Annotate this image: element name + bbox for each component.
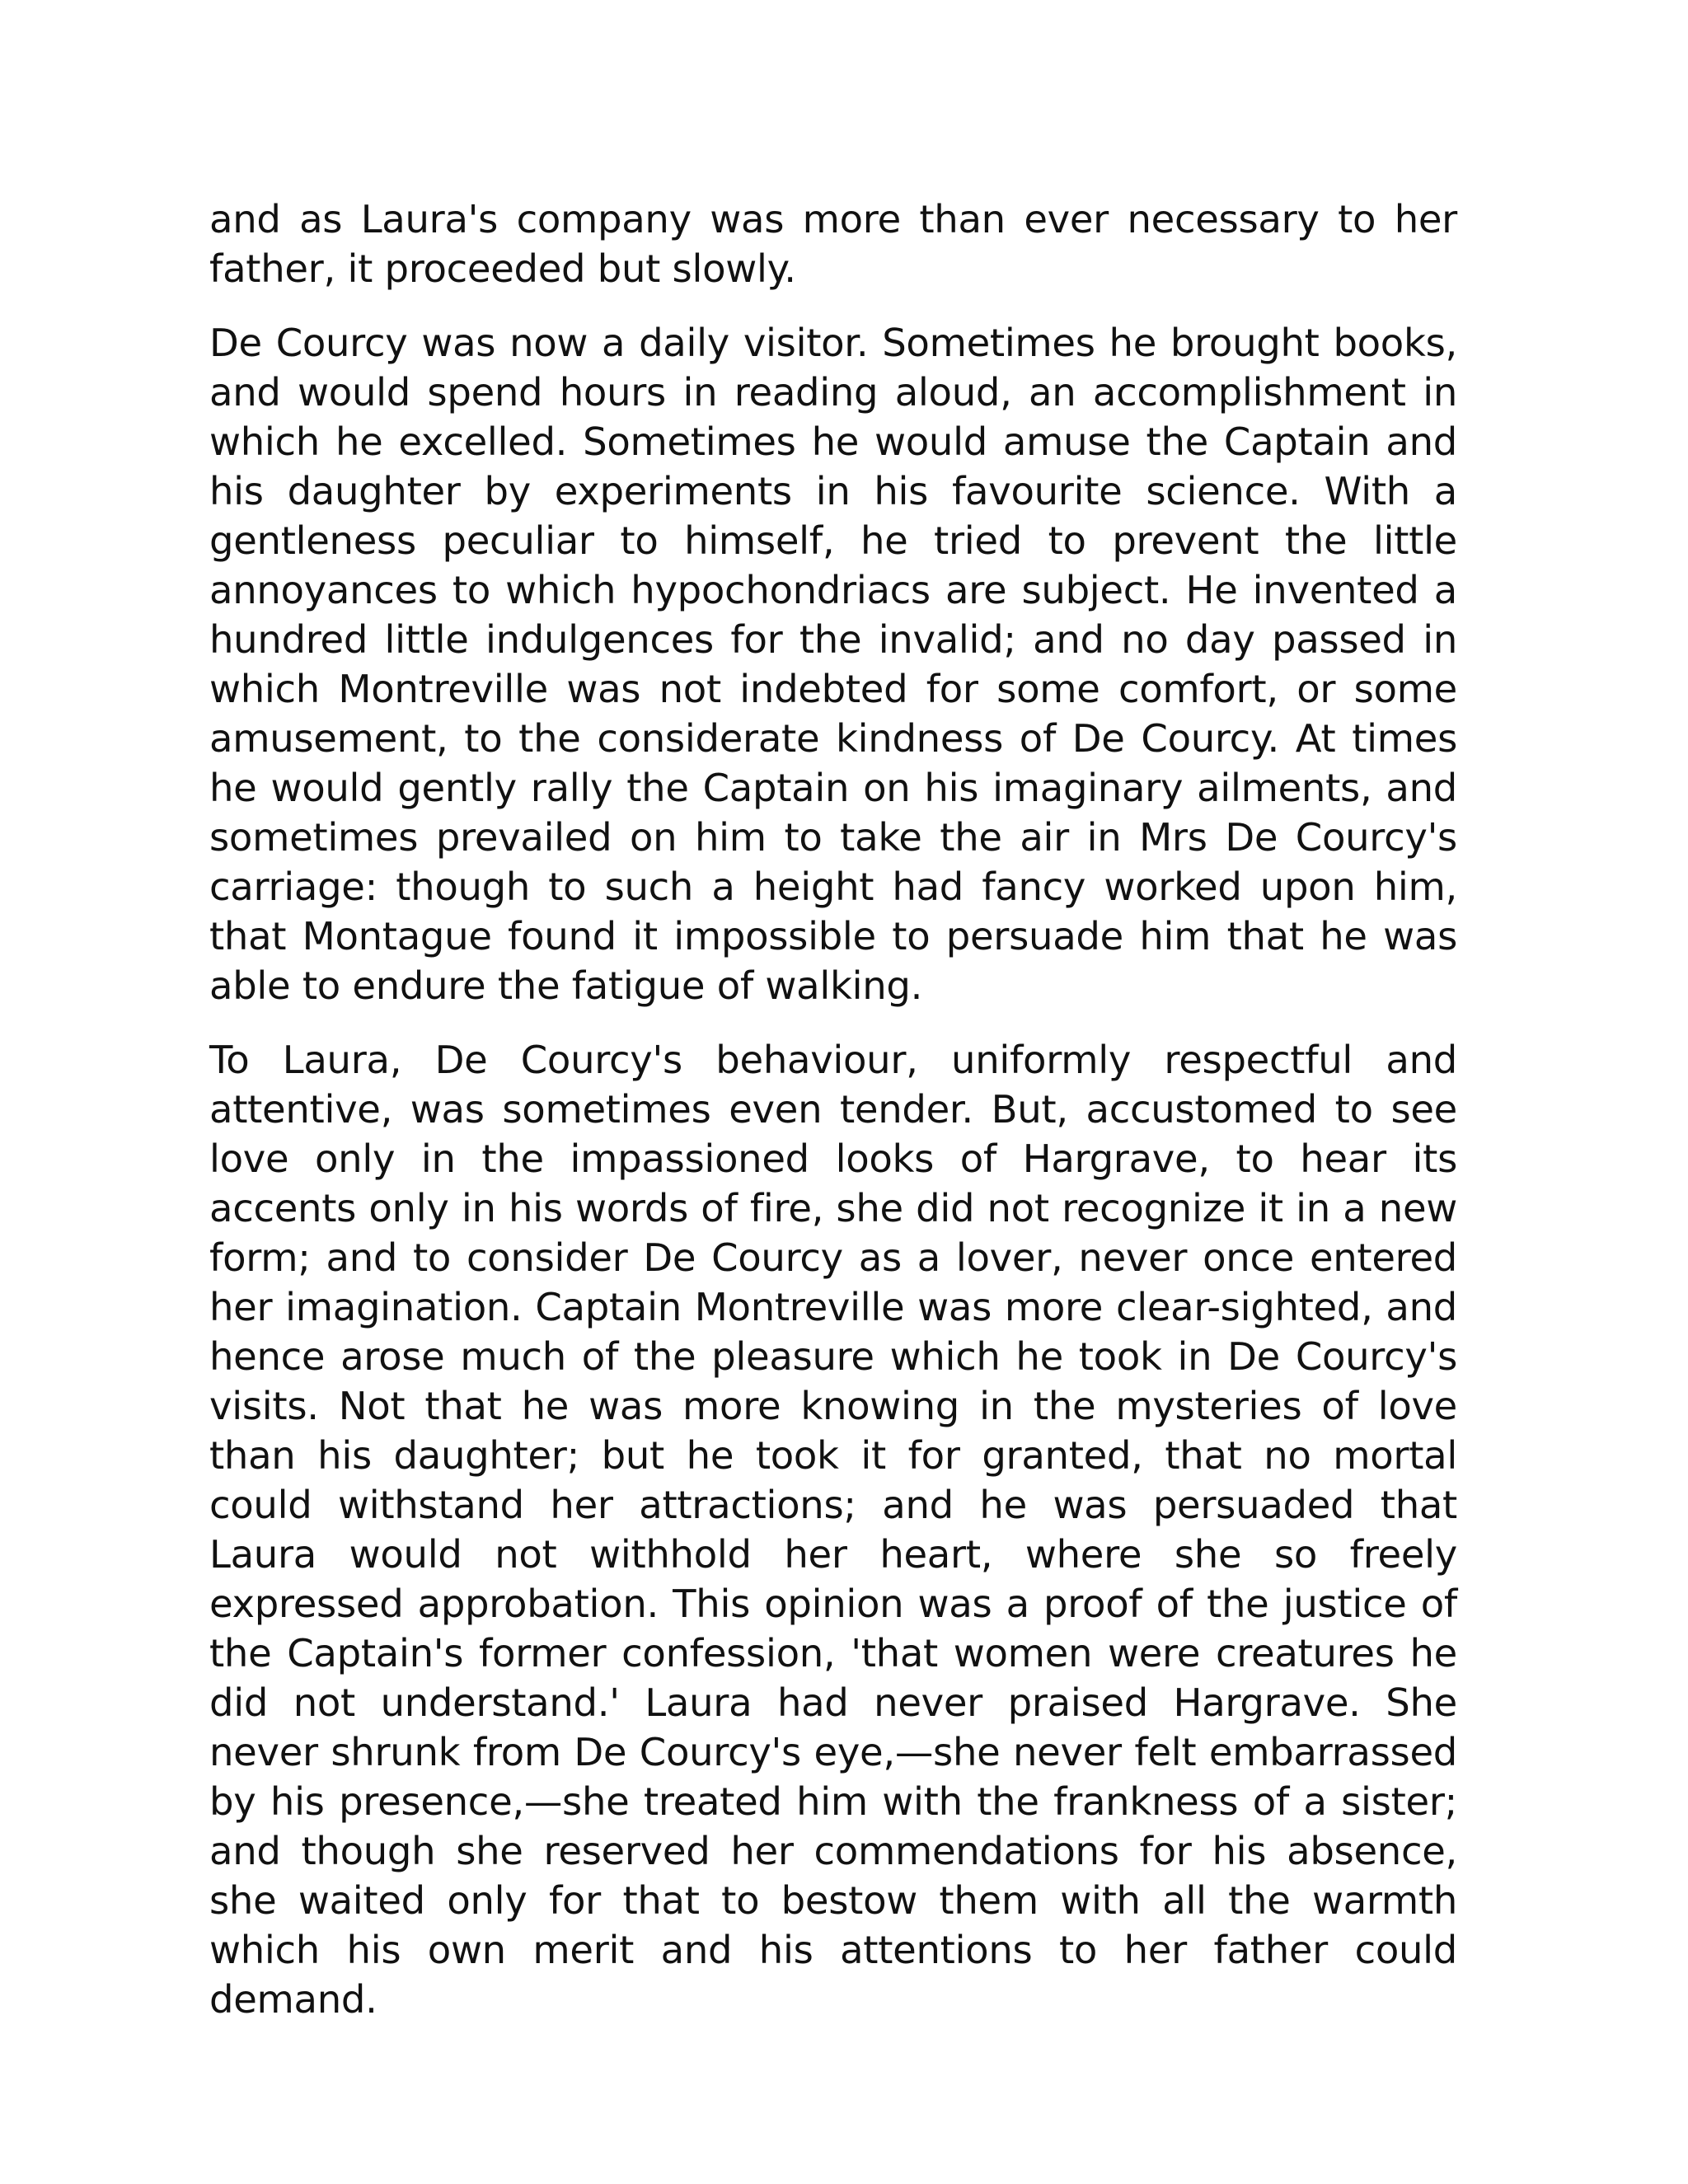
paragraph-de-courcy-visits: De Courcy was now a daily visitor. Sometimes he brought books, and would spend hours in reading aloud, an accomplishment in which he excelled. Sometimes he would amuse the Captain and his daughter by experiments in his favourite science. With a gentleness peculiar to himself, he tried to prevent the little annoyances to which hypochondriacs are subject. He invented a hundred little indulgences for the invalid; and no day passed in which Montreville was not indebted for some comfort, or some amusement, to the considerate kindness of De Courcy. At times he would gently rally the Captain on his imaginary ailments, and sometimes prevailed on him to take the air in Mrs De Courcy's carriage: though to such a height had fancy worked upon him, that Montague found it impossible to persuade him that he was able to endure the fatigue of walking. bbox=[209, 321, 1457, 1008]
paragraph-continuation: and as Laura's company was more than ever necessary to her father, it proceeded but slowly. bbox=[209, 197, 1457, 291]
page-body bbox=[209, 194, 1457, 2049]
paragraph-laura-behaviour: To Laura, De Courcy's behaviour, uniformly respectful and attentive, was sometimes even tender. But, accustomed to see love only in the impassioned looks of Hargrave, to hear its accents only in his words of fire, she did not recognize it in a new form; and to consider De Courcy as a lover, never once entered her imagination. Captain Montreville was more clear-sighted, and hence arose much of the pleasure which he took in De Courcy's visits. Not that he was more knowing in the mysteries of love than his daughter; but he took it for granted, that no mortal could withstand her attractions; and he was persuaded that Laura would not withhold her heart, where she so freely expressed approbation. This opinion was a proof of the justice of the Captain's former confession, 'that women were creatures he did not understand.' Laura had never praised Hargrave. She never shrunk from De Courcy's eye,—she never felt embarrassed by his presence,—she treated him with the frankness of a sister; and though she reserved her commendations for his absence, she waited only for that to bestow them with all the warmth which his own merit and his attentions to her father could demand. bbox=[209, 1038, 1457, 2022]
